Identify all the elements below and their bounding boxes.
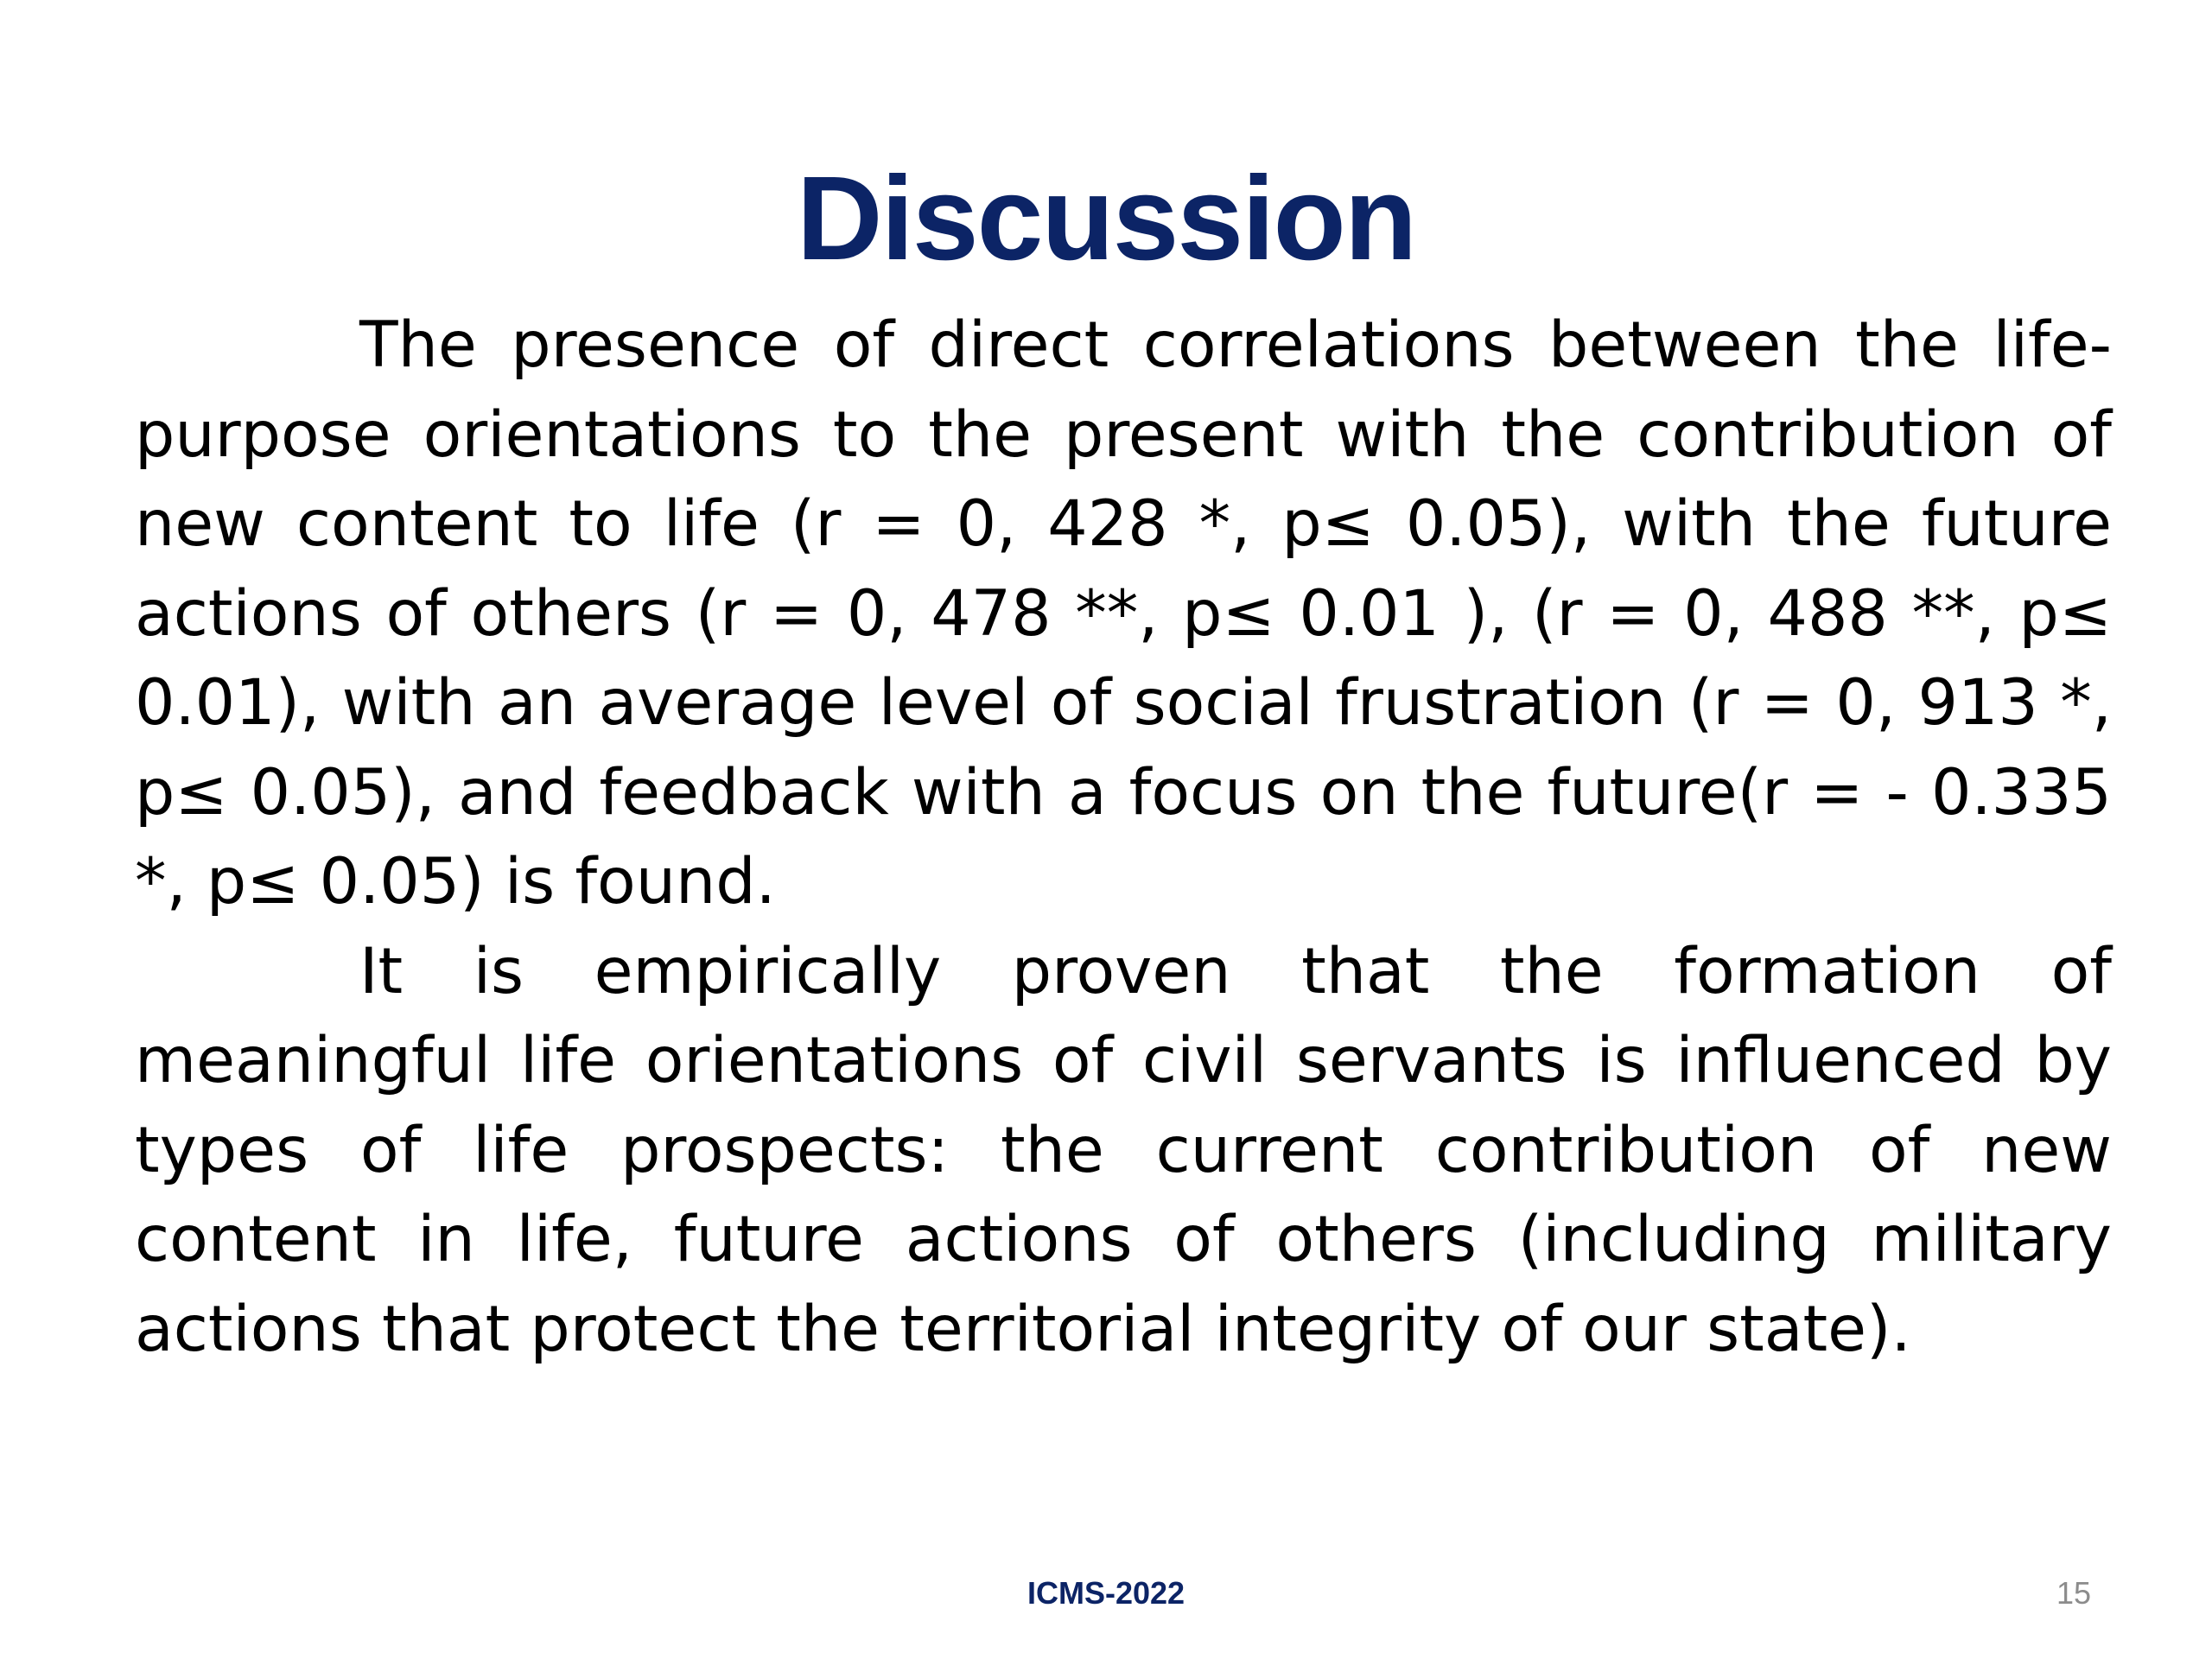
slide-body: [135, 301, 2112, 1374]
paragraph-conclusion: It is empirically proven that the formation of meaningful life orientations of civil servants is influenced by types of life prospects: the current contribution of new content in life, future actions of others (including military actions that protect the territorial integrity of our state).: [135, 934, 2112, 1366]
paragraph-correlations: The presence of direct correlations between the life-purpose orientations to the present with the contribution of new content to life (r = 0, 428 *, p≤ 0.05), with the future actions of others (r = 0, 478 **, p≤ 0.01 ), (r = 0, 488 **, p≤ 0.01), with an average level of social frustration (r = 0, 913 *, p≤ 0.05), and feedback with a focus on the future(r = - 0.335 *, p≤ 0.05) is found.: [135, 308, 2112, 918]
footer-conference-label: ICMS-2022: [1027, 1575, 1185, 1611]
slide-title: Discussion: [796, 152, 1416, 285]
page-number: 15: [2056, 1575, 2091, 1611]
